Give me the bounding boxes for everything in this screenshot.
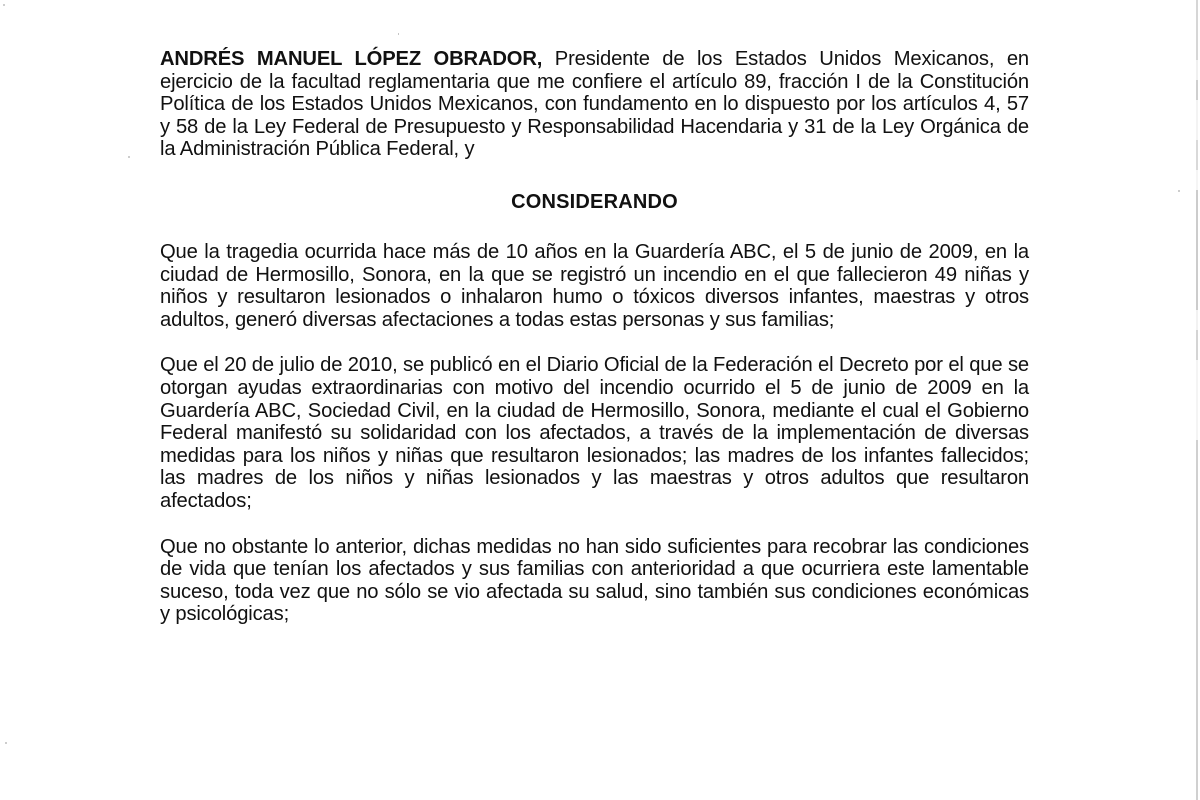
considerando-paragraph-1: Que la tragedia ocurrida hace más de 10 años en la Guardería ABC, el 5 de junio de 2009, en la ciudad de Hermosillo, Sonora, en la que se registró un incendio en el que fallecieron 49 niñas y niños y resultaron lesionados o inhalaron humo o tóxicos diversos infantes, maestras y otros adultos, generó diversas afectaciones a todas estas personas y sus familias;	[160, 240, 1029, 331]
considerando-heading: CONSIDERANDO	[511, 190, 678, 213]
scan-edge-line	[1196, 0, 1198, 800]
scan-speck	[5, 742, 7, 744]
scan-speck	[1178, 190, 1180, 192]
president-name: ANDRÉS MANUEL LÓPEZ OBRADOR,	[160, 48, 543, 70]
scan-speck	[128, 156, 130, 158]
scan-speck	[3, 4, 5, 6]
considerando-paragraph-2: Que el 20 de julio de 2010, se publicó en el Diario Oficial de la Federación el Decreto por el que se otorgan ayudas extraordinarias con motivo del incendio ocurrido el 5 de junio de 2009 en la Guardería ABC, Sociedad Civil, en la ciudad de Hermosillo, Sonora, mediante el cual el Gobierno Federal manifestó su solidaridad con los afectados, a través de la implementación de diversas medidas para los niños y niñas que resultaron lesionados; las madres de los infantes fallecidos; las madres de los niños y niñas lesionados y las maestras y otros adultos que resultaron afectados;	[160, 354, 1029, 512]
intro-paragraph	[160, 48, 1029, 161]
considerando-paragraph-3: Que no obstante lo anterior, dichas medidas no han sido suficientes para recobrar las condiciones de vida que tenían los afectados y sus familias con anterioridad a que ocurriera este lamentable suceso, toda vez que no sólo se vio afectada su salud, sino también sus condiciones económicas y psicológicas;	[160, 535, 1029, 626]
scan-speck	[398, 33, 399, 35]
document-page	[160, 48, 1029, 626]
intro-text: Presidente de los Estados Unidos Mexicanos, en ejercicio de la facultad reglamentaria que me confiere el artículo 89, fracción I de la Constitución Política de los Estados Unidos Mexicanos, con fundamento en lo dispuesto por los artículos 4, 57 y 58 de la Ley Federal de Presupuesto y Responsabilidad Hacendaria y 31 de la Ley Orgánica de la Administración Pública Federal, y	[160, 48, 1029, 161]
